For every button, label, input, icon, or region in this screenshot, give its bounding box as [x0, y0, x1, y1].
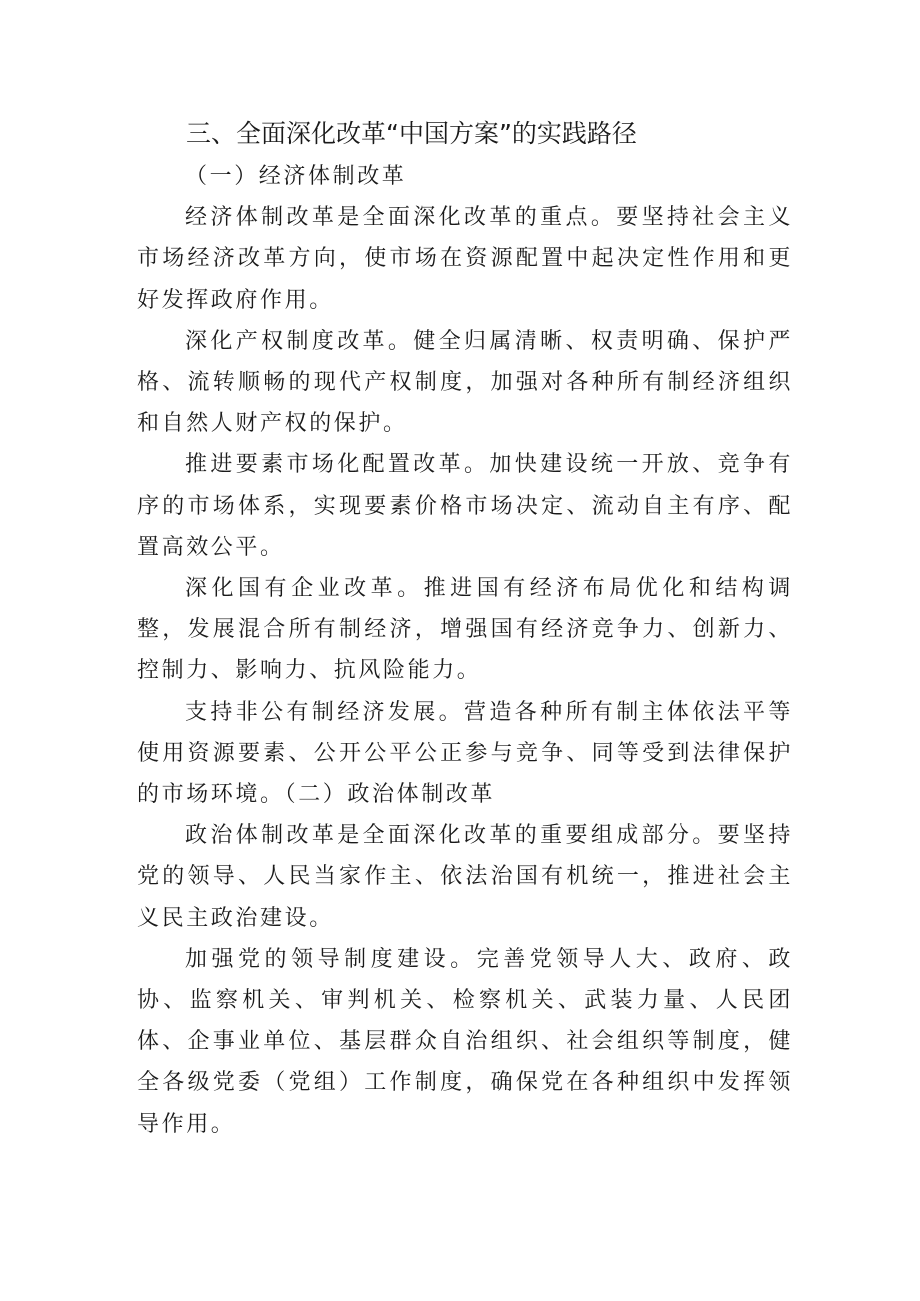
paragraph-property-rights: 深化产权制度改革。健全归属清晰、权责明确、保护严格、流转顺畅的现代产权制度，加强对各种所有制经济组织和自然人财产权的保护。	[137, 328, 793, 437]
subsection-heading-economic: （一）经济体制改革	[185, 164, 407, 189]
paragraph-political-intro: 政治体制改革是全面深化改革的重要组成部分。要坚持党的领导、人民当家作主、依法治国有机统一，推进社会主义民主政治建设。	[137, 823, 793, 931]
document-body	[137, 156, 793, 1145]
paragraph-state-enterprise: 深化国有企业改革。推进国有经济布局优化和结构调整，发展混合所有制经济，增强国有经济竞争力、创新力、控制力、影响力、抗风险能力。	[137, 576, 793, 684]
paragraph-factor-market: 推进要素市场化配置改革。加快建设统一开放、竞争有序的市场体系，实现要素价格市场决定、流动自主有序、配置高效公平。	[137, 452, 793, 560]
paragraph-economic-intro: 经济体制改革是全面深化改革的重点。要坚持社会主义市场经济改革方向，使市场在资源配置中起决定性作用和更好发挥政府作用。	[137, 205, 793, 313]
paragraph-non-public-economy: 支持非公有制经济发展。营造各种所有制主体依法平等使用资源要素、公开公平公正参与竞争、同等受到法律保护的市场环境。（二）政治体制改革	[137, 699, 793, 808]
section-title: 三、全面深化改革“中国方案”的实践路径	[186, 119, 637, 148]
paragraph-party-leadership: 加强党的领导制度建设。完善党领导人大、政府、政协、监察机关、审判机关、检察机关、武装力量、人民团体、企事业单位、基层群众自治组织、社会组织等制度，健全各级党委（党组）工作制度，确保党在各种组织中发挥领导作用。	[137, 946, 793, 1137]
